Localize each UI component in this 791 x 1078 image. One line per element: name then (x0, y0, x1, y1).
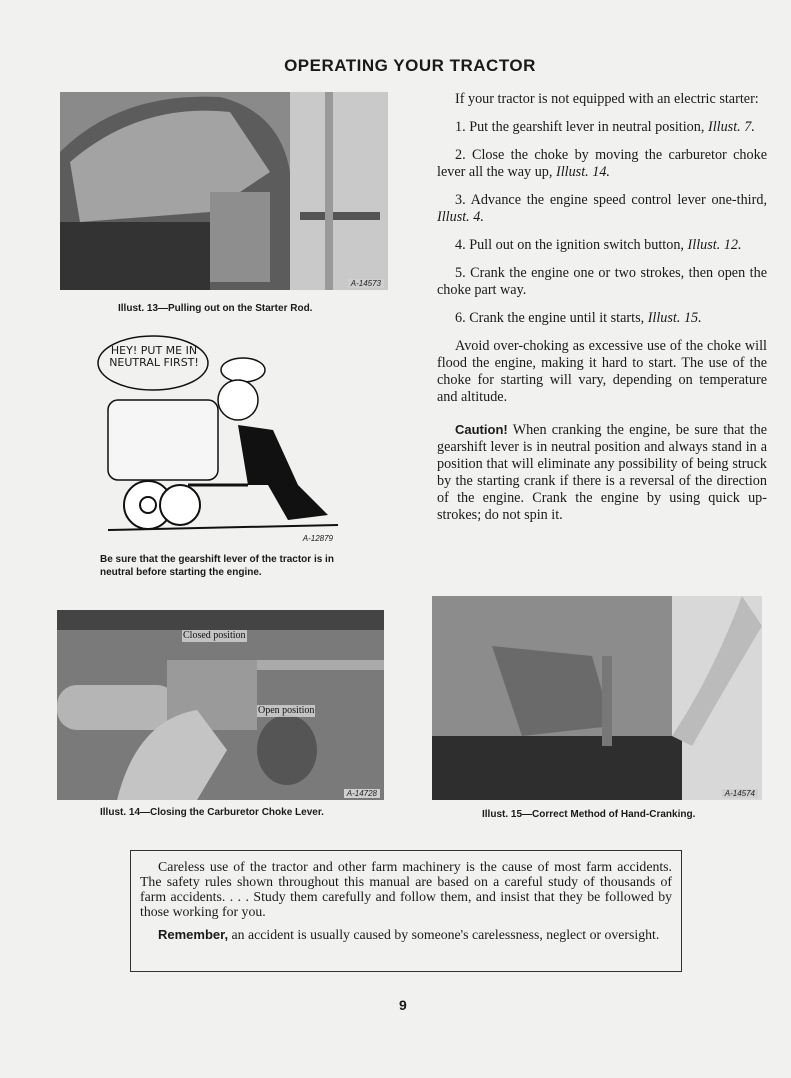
page-title: OPERATING YOUR TRACTOR (284, 56, 536, 75)
hand-cranking-photo (432, 596, 762, 800)
illust-13-caption: Illust. 13—Pulling out on the Starter Rod. (118, 303, 313, 314)
page-number: 9 (399, 997, 407, 1013)
figure-id: A-14728 (344, 789, 380, 798)
speech-bubble-text: HEY! PUT ME IN NEUTRAL FIRST! (109, 344, 199, 369)
starter-rod-photo (60, 92, 388, 290)
illust-14-photo (57, 610, 384, 800)
illust-15-photo (432, 596, 762, 800)
illust-15-caption: Illust. 15—Correct Method of Hand-Cranking. (482, 809, 696, 820)
step-2: 2. Close the choke by moving the carburetor choke lever all the way up, Illust. 14. (437, 147, 767, 180)
cartoon-caption: Be sure that the gearshift lever of the tractor is in neutral before starting the engine. (100, 554, 334, 578)
step-6: 6. Crank the engine until it starts, Illust. 15. (455, 310, 702, 326)
caution-paragraph: Caution! When cranking the engine, be sure that the gearshift lever is in neutral position and always stand in a position that will eliminate any possibility of being struck by the starting crank if there is a reversal of the direction of the engine. Crank the engine by using quick up-strokes; do not spin it. (437, 422, 768, 523)
step-3: 3. Advance the engine speed control lever one-third, Illust. 4. (437, 192, 767, 225)
open-position-label: Open position (258, 705, 315, 716)
choke-note: Avoid over-choking as excessive use of the choke will flood the engine, making it hard to start. The use of the choke for starting will vary, depending on temperature and altitude. (437, 338, 767, 405)
step-5: 5. Crank the engine one or two strokes, then open the choke part way. (437, 265, 767, 298)
remember-paragraph: Remember, an accident is usually caused by someone's carelessness, neglect or oversight. (158, 927, 660, 942)
remember-label: Remember, (158, 927, 229, 942)
step-4: 4. Pull out on the ignition switch button, Illust. 12. (455, 237, 742, 253)
figure-id: A-14574 (722, 789, 758, 798)
illust-13-photo (60, 92, 388, 290)
safety-notice-box (130, 850, 682, 972)
figure-id: A-12879 (302, 534, 333, 543)
caution-label: Caution! (455, 422, 508, 437)
closed-position-label: Closed position (183, 630, 246, 641)
cartoon-illustration (88, 335, 353, 545)
illust-14-caption: Illust. 14—Closing the Carburetor Choke Lever. (100, 807, 324, 818)
intro-paragraph: If your tractor is not equipped with an electric starter: (455, 91, 759, 107)
figure-id: A-14573 (348, 279, 384, 288)
safety-paragraph: Careless use of the tractor and other farm machinery is the cause of most farm accidents. The safety rules shown throughout this manual are based on a careful study of thousands of farm accidents. . . . Study them carefully and follow them, and insist that they be followed by those working for you. (140, 859, 672, 919)
instructions-column (437, 91, 767, 535)
step-1: 1. Put the gearshift lever in neutral position, Illust. 7. (455, 119, 755, 135)
